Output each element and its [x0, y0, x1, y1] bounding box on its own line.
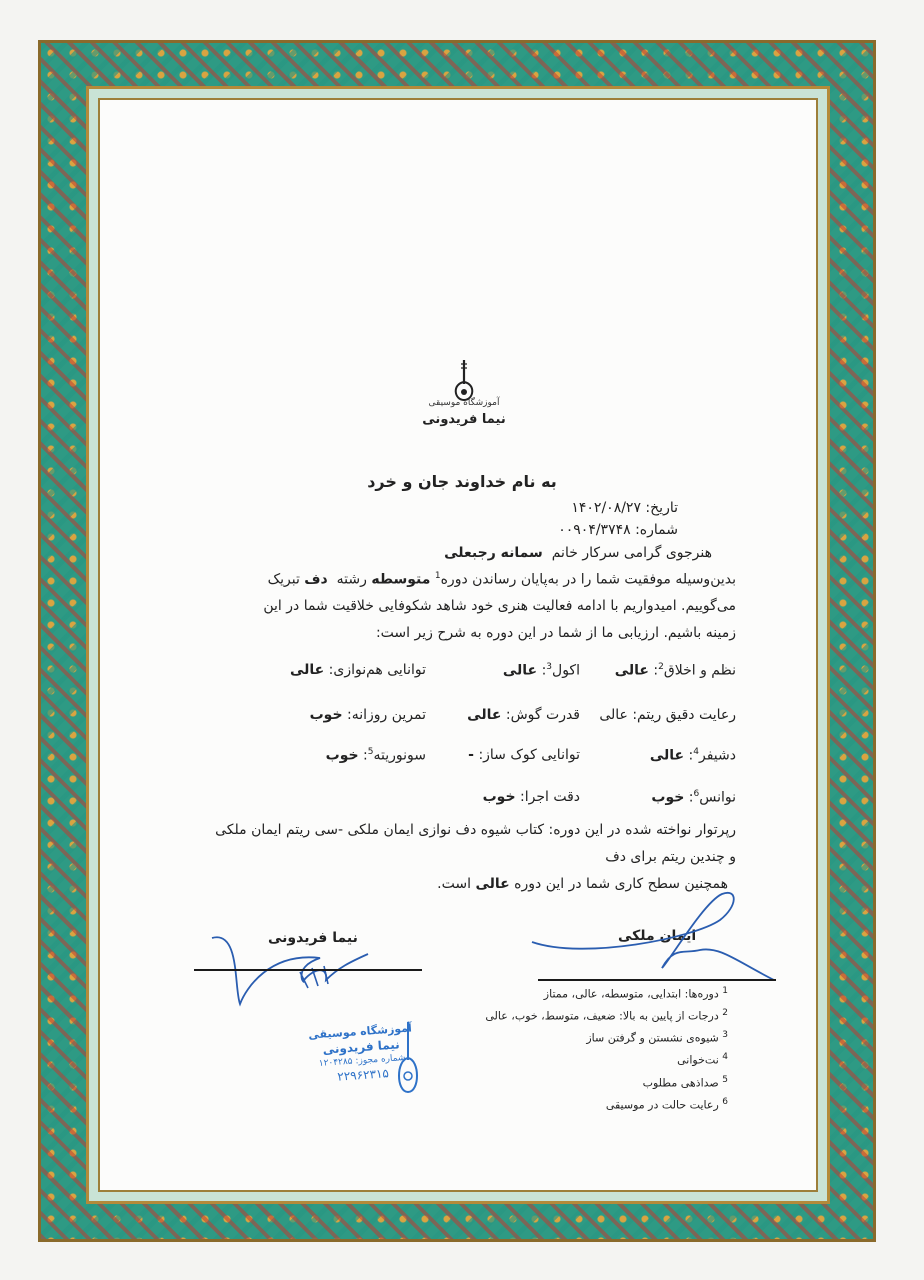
- grade-item: [310, 707, 426, 723]
- grade-item: [599, 707, 736, 723]
- grade-value: خوب: [325, 747, 359, 764]
- date-line: [571, 500, 678, 516]
- salutation-line: [444, 545, 712, 561]
- footnote-text: دوره‌ها: ابتدایی، متوسطه، عالی، ممتاز: [543, 987, 719, 1001]
- footnote-number: 5: [722, 1074, 728, 1085]
- footnote-number: 4: [722, 1052, 728, 1063]
- salutation-prefix: هنرجوی گرامی سرکار خانم: [551, 545, 712, 561]
- grade-label: دشیفر: [699, 747, 736, 764]
- grade-item: [483, 789, 580, 805]
- grade-value: عالی: [289, 662, 325, 678]
- repertoire-line-2: و چندین ریتم برای دف: [605, 849, 736, 865]
- setar-instrument-icon: [418, 358, 510, 402]
- footnote-number: 3: [722, 1030, 728, 1041]
- footnote-number: 1: [722, 986, 728, 996]
- footnote-item: [485, 982, 728, 1004]
- date-value: ۱۴۰۲/۰۸/۲۷: [571, 500, 641, 516]
- grade-item: [290, 662, 426, 678]
- stamp-line-2: نیما فریدونی: [322, 1037, 401, 1057]
- grade-value: -: [468, 747, 474, 763]
- footnote-ref: 3: [546, 662, 553, 672]
- repertoire-line-1: رپرتوار نواخته شده در این دوره: کتاب شیوه دف نوازی ایمان ملکی -سی ریتم ایمان ملکی: [215, 822, 736, 838]
- footnote-number: 6: [722, 1096, 728, 1107]
- grade-label: رعایت دقیق ریتم:: [632, 707, 736, 723]
- conclusion-text: است.: [437, 876, 471, 892]
- grade-label: نوانس: [699, 789, 736, 806]
- right-signature-line: [538, 979, 776, 981]
- grade-item: [467, 707, 580, 723]
- footnote-number: 2: [722, 1008, 728, 1019]
- overall-level: عالی: [475, 876, 510, 892]
- logo-caption: آموزشگاه موسیقی: [428, 398, 500, 408]
- stamp-line-3: شماره مجوز: ۱۲۰۴۲۸۵: [318, 1052, 406, 1070]
- footnote-text: صداذهی مطلوب: [642, 1076, 719, 1090]
- footnote-item: [485, 1048, 728, 1070]
- grade-label: دقت اجرا:: [520, 789, 580, 805]
- grade-label: توانایی کوک ساز:: [478, 747, 580, 763]
- grade-label: اکول: [552, 662, 580, 679]
- stamp-instrument-icon: [390, 1020, 426, 1096]
- grade-item: دشیفر$^4$: عالی: [649, 747, 736, 764]
- grade-item: اکول$^3$: عالی: [502, 662, 580, 679]
- grade-item: نظم و اخلاق$^2$: عالی: [614, 662, 736, 679]
- footnote-text: رعایت حالت در موسیقی: [605, 1098, 719, 1112]
- stamp-line-1: آموزشگاه موسیقی: [307, 1021, 413, 1042]
- student-name: سمانه رجبعلی: [444, 545, 543, 561]
- grade-label: تمرین روزانه:: [346, 707, 426, 723]
- footnote-text: درجات از پایین به بالا: ضعیف، متوسط، خوب، عالی: [485, 1009, 719, 1023]
- body-text: تبریک: [267, 571, 300, 588]
- number-label: شماره:: [635, 522, 678, 538]
- grade-item: [468, 747, 580, 763]
- grade-item: سونوریته$^5$: خوب: [325, 747, 426, 764]
- footnote-ref: 4: [693, 747, 699, 757]
- left-signature: [200, 928, 400, 1020]
- grade-value: خوب: [309, 707, 343, 723]
- body-line-3: زمینه باشیم. ارزیابی ما از شما در این دوره به شرح زیر است:: [375, 625, 736, 641]
- course-level: متوسطه: [371, 571, 431, 588]
- grade-value: عالی: [599, 707, 628, 723]
- grade-value: عالی: [502, 662, 538, 679]
- grade-label: قدرت گوش:: [505, 707, 580, 723]
- grade-label: سونوریته: [373, 747, 426, 764]
- date-label: تاریخ:: [645, 500, 678, 516]
- footnote-ref: 6: [693, 789, 700, 799]
- right-signature: [524, 880, 784, 990]
- course-field: دف: [304, 571, 328, 588]
- grade-value: عالی: [467, 707, 502, 723]
- body-text: رشته: [336, 571, 367, 588]
- footnote-item: [485, 1071, 728, 1093]
- left-signature-line: [194, 969, 422, 971]
- footnote-ref: 2: [658, 662, 664, 672]
- body-text: بدین‌وسیله موفقیت شما را در به‌پایان رساندن دوره: [440, 571, 736, 588]
- footnote-text: شیوه‌ی نشستن و گرفتن ساز: [586, 1031, 719, 1045]
- body-line-1: [268, 571, 736, 588]
- footnotes-list: [485, 982, 728, 1115]
- body-line-2: می‌گوییم. امیدواریم با ادامه فعالیت هنری خود شاهد شکوفایی خلاقیت شما در این: [263, 598, 736, 614]
- grade-label: توانایی هم‌نوازی:: [328, 662, 426, 678]
- grade-value: عالی: [614, 662, 649, 679]
- right-signatory-name: ایمان ملکی: [618, 928, 697, 944]
- footnote-item: [485, 1004, 728, 1026]
- conclusion-text: همچنین سطح کاری شما در این دوره: [514, 876, 728, 892]
- grade-value: عالی: [649, 747, 685, 764]
- footnote-ref: 1: [434, 571, 441, 581]
- grade-value: خوب: [651, 789, 685, 806]
- stamp-line-4: ۲۲۹۶۲۳۱۵: [336, 1066, 390, 1084]
- grade-value: خوب: [482, 789, 516, 805]
- left-signatory-name: نیما فریدونی: [268, 930, 358, 946]
- footnote-text: نت‌خوانی: [677, 1054, 719, 1068]
- footnote-item: [485, 1026, 728, 1048]
- number-value: ۰۰۹۰۴/۳۷۴۸: [558, 522, 631, 538]
- footnote-item: [485, 1093, 728, 1115]
- footnote-ref: 5: [367, 747, 374, 757]
- grade-item: نوانس$^6$: خوب: [651, 789, 736, 806]
- certificate-heading: به نام خداوند جان و خرد: [367, 472, 557, 491]
- school-logo: [418, 358, 510, 442]
- logo-school-name: نیما فریدونی: [422, 412, 506, 427]
- number-line: [558, 522, 678, 538]
- grade-label: نظم و اخلاق: [663, 662, 736, 679]
